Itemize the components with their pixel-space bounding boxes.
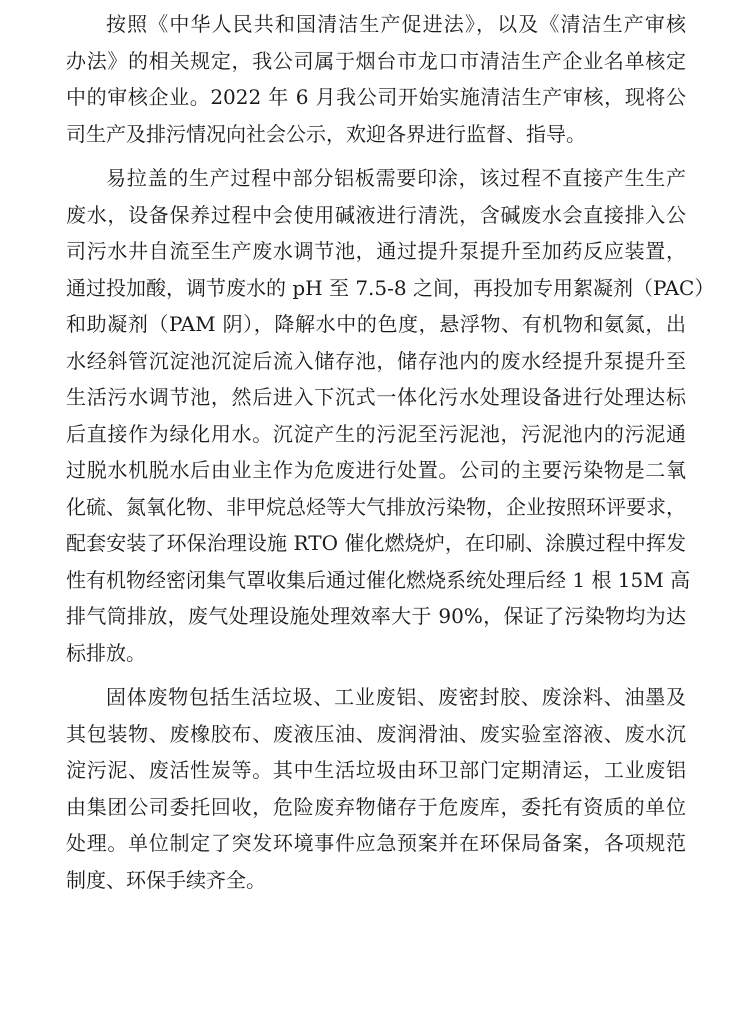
text-line: 化硫、氮氧化物、非甲烷总烃等大气排放污染物，企业按照环评要求，	[66, 494, 686, 519]
text-line: 制度、环保手续齐全。	[66, 867, 266, 892]
text-line: 办法》的相关规定，我公司属于烟台市龙口市清洁生产企业名单核定	[66, 48, 686, 73]
text-line: 废水，设备保养过程中会使用碱液进行清洗，含碱废水会直接排入公	[66, 202, 686, 227]
text-line: 司生产及排污情况向社会公示，欢迎各界进行监督、指导。	[66, 121, 586, 146]
text-line: 中的审核企业。2022 年 6 月我公司开始实施清洁生产审核，现将公	[66, 85, 686, 109]
document-body	[66, 6, 715, 898]
text-line: 过脱水机脱水后由业主作为危废进行处置。公司的主要污染物是二氧	[66, 458, 686, 482]
text-line: 排气筒排放，废气处理设施处理效率大于 90%，保证了污染物均为达	[66, 604, 686, 628]
text-line: 淀污泥、废活性炭等。其中生活垃圾由环卫部门定期清运，工业废铝	[66, 758, 686, 782]
text-line: 配套安装了环保治理设施 RTO 催化燃烧炉，在印刷、涂膜过程中挥发	[66, 531, 686, 555]
text-line: 后直接作为绿化用水。沉淀产生的污泥至污泥池，污泥池内的污泥通	[66, 421, 686, 446]
text-line: 处理。单位制定了突发环境事件应急预案并在环保局备案，各项规范	[66, 831, 686, 855]
text-line: 司污水井自流至生产废水调节池，通过提升泵提升至加药反应装置，	[66, 239, 686, 263]
text-line: 性有机物经密闭集气罩收集后通过催化燃烧系统处理后经 1 根 15M 高	[66, 567, 691, 592]
text-line: 标排放。	[66, 640, 146, 665]
paragraph-3	[66, 679, 686, 898]
paragraph-2	[66, 160, 715, 671]
text-line: 水经斜管沉淀池沉淀后流入储存池，储存池内的废水经提升泵提升至	[66, 348, 686, 373]
text-line: 由集团公司委托回收，危险废弃物储存于危废库，委托有资质的单位	[66, 794, 686, 819]
text-line: 固体废物包括生活垃圾、工业废铝、废密封胶、废涂料、油墨及	[106, 685, 686, 709]
text-line: 通过投加酸，调节废水的 pH 至 7.5-8 之间，再投加专用絮凝剂（PAC）	[66, 275, 715, 300]
text-line: 按照《中华人民共和国清洁生产促进法》，以及《清洁生产审核	[106, 12, 686, 36]
paragraph-1	[66, 6, 686, 152]
text-line: 生活污水调节池，然后进入下沉式一体化污水处理设备进行处理达标	[66, 385, 686, 409]
text-line: 其包装物、废橡胶布、废液压油、废润滑油、废实验室溶液、废水沉	[66, 721, 686, 746]
text-line: 和助凝剂（PAM 阴），降解水中的色度，悬浮物、有机物和氨氮，出	[66, 312, 686, 336]
text-line: 易拉盖的生产过程中部分铝板需要印涂，该过程不直接产生生产	[106, 166, 686, 190]
